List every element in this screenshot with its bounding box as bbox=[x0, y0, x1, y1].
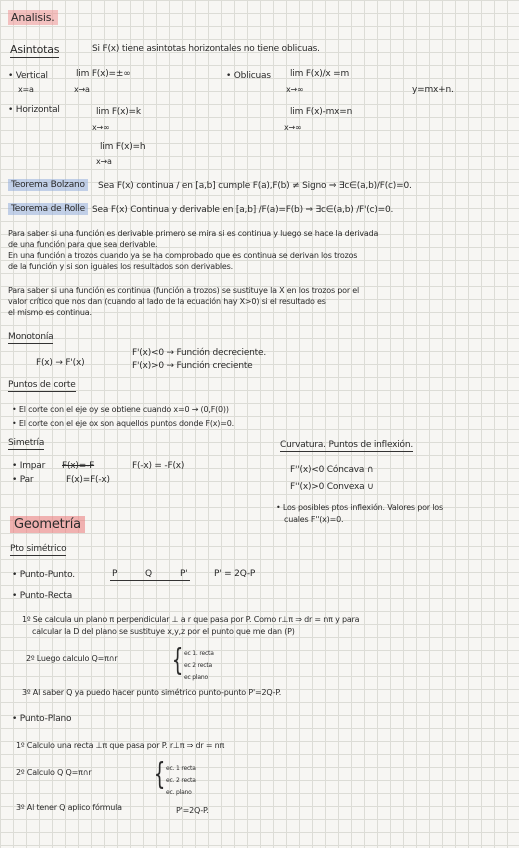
oblicua-lim2-sub: x→∞ bbox=[284, 123, 302, 132]
punto-plano-eq3: ec. plano bbox=[166, 789, 192, 796]
punto-plano-step2: 2º Calculo Q Q=π∩r bbox=[16, 768, 92, 777]
paragraph1-line: de la función y si son iguales los resultados son derivables. bbox=[8, 262, 233, 271]
bolzano-title: Teorema Bolzano bbox=[8, 181, 88, 190]
punto-plano-step3: 3º Al tener Q aplico fórmula bbox=[16, 803, 122, 812]
curvatura-title: Curvatura. Puntos de inflexión. bbox=[280, 440, 414, 450]
punto-punto-eq: P' = 2Q-P bbox=[214, 569, 256, 579]
punto-recta-brace: { bbox=[171, 643, 184, 678]
asintota-vertical-lim-sub: x→a bbox=[74, 85, 90, 94]
paragraph1-line: En una función a trozos cuando ya se ha comprobado que es continua se derivan los trozos bbox=[8, 251, 358, 260]
horizontal-lim1-sub: x→∞ bbox=[92, 123, 110, 132]
paragraph2-line: el mismo es continua. bbox=[8, 308, 92, 317]
horizontal-lim2: lim F(x)=h bbox=[100, 142, 146, 152]
asintota-horizontal-label: • Horizontal bbox=[8, 105, 60, 115]
section-title-geometria: Geometría bbox=[10, 518, 85, 531]
curvatura-inflexion-2: cuales F''(x)=0. bbox=[284, 515, 344, 524]
horizontal-lim1: lim F(x)=k bbox=[96, 107, 141, 117]
puntos-corte-ox: • El corte con el eje ox son aquellos puntos donde F(x)=0. bbox=[12, 419, 234, 428]
punto-q: Q bbox=[145, 569, 152, 579]
punto-recta-step2: 2º Luego calculo Q=π∩r bbox=[26, 654, 118, 663]
punto-recta-step1b: calcular la D del plano se sustituye x,y,z por el punto que me dan (P) bbox=[32, 627, 295, 636]
simetria-par-label: • Par bbox=[12, 475, 34, 485]
punto-recta-eq3: ec plano bbox=[184, 674, 208, 681]
pto-simetrico-title: Pto simétrico bbox=[10, 544, 67, 554]
punto-p-prima: P' bbox=[180, 569, 188, 579]
rolle-text: Sea F(x) Continua y derivable en [a,b] /F(a)=F(b) ⇒ ∃c∈(a,b) /F'(c)=0. bbox=[92, 205, 394, 215]
paragraph2-line: Para saber si una función es continua (función a trozos) se sustituye la X en los trozos por el bbox=[8, 286, 360, 295]
oblicua-lim1: lim F(x)/x =m bbox=[290, 69, 350, 79]
punto-plano-step3-eq: P'=2Q-P. bbox=[176, 806, 209, 815]
asintota-vertical-sub: x=a bbox=[18, 85, 34, 94]
punto-recta-step3: 3º Al saber Q ya puedo hacer punto simétrico punto-punto P'=2Q-P. bbox=[22, 688, 282, 697]
punto-p: P bbox=[112, 569, 118, 579]
punto-punto-segment bbox=[110, 580, 190, 581]
simetria-title: Simetría bbox=[8, 438, 45, 448]
punto-recta-eq2: ec 2 recta bbox=[184, 662, 212, 669]
asintota-vertical-lim: lim F(x)=±∞ bbox=[76, 69, 131, 79]
section-title-analisis: Analisis. bbox=[8, 12, 58, 23]
horizontal-lim2-sub: x→a bbox=[96, 157, 112, 166]
punto-recta-step1a: 1º Se calcula un plano π perpendicular ⊥ a r que pasa por P. Como r⊥π ⇒ dr = nπ y para bbox=[22, 615, 360, 624]
punto-punto-label: • Punto-Punto. bbox=[12, 570, 75, 580]
rolle-title: Teorema de Rolle bbox=[8, 205, 88, 214]
oblicua-lim1-sub: x→∞ bbox=[286, 85, 304, 94]
puntos-corte-title: Puntos de corte bbox=[8, 380, 76, 390]
curvatura-concava: F''(x)<0 Cóncava ∩ bbox=[290, 465, 374, 475]
simetria-impar-label: • Impar bbox=[12, 461, 46, 471]
oblicua-lim2: lim F(x)-mx=n bbox=[290, 107, 353, 117]
bolzano-text: Sea F(x) continua / en [a,b] cumple F(a),F(b) ≠ Signo ⇒ ∃c∈(a,b)/F(c)=0. bbox=[98, 181, 412, 191]
simetria-par-eq: F(x)=F(-x) bbox=[66, 475, 110, 485]
asintotas-title: Asintotas bbox=[10, 43, 60, 56]
punto-plano-eq1: ec. 1 recta bbox=[166, 765, 196, 772]
monotonia-decreciente: F'(x)<0 → Función decreciente. bbox=[132, 348, 266, 358]
punto-plano-brace: { bbox=[153, 757, 166, 792]
punto-recta-eq1: ec 1. recta bbox=[184, 650, 214, 657]
simetria-impar-struck: F(x)=-F bbox=[62, 461, 95, 471]
asintotas-intro: Si F(x) tiene asintotas horizontales no tiene oblicuas. bbox=[92, 44, 320, 54]
paragraph1-line: de una función para que sea derivable. bbox=[8, 240, 158, 249]
paragraph1-line: Para saber si una función es derivable primero se mira si es continua y luego se hace la derivada bbox=[8, 229, 379, 238]
oblicua-eq: y=mx+n. bbox=[412, 85, 454, 95]
curvatura-inflexion-1: • Los posibles ptos inflexión. Valores por los bbox=[276, 503, 443, 512]
punto-plano-label: • Punto-Plano bbox=[12, 714, 72, 724]
monotonia-creciente: F'(x)>0 → Función creciente bbox=[132, 361, 253, 371]
punto-plano-step1: 1º Calculo una recta ⊥π que pasa por P. r⊥π ⇒ dr = nπ bbox=[16, 741, 225, 750]
simetria-impar-eq: F(-x) = -F(x) bbox=[132, 461, 185, 471]
monotonia-title: Monotonía bbox=[8, 332, 54, 342]
monotonia-left: F(x) → F'(x) bbox=[36, 358, 85, 368]
punto-plano-eq2: ec. 2 recta bbox=[166, 777, 196, 784]
punto-recta-label: • Punto-Recta bbox=[12, 591, 73, 601]
paragraph2-line: valor crítico que nos dan (cuando al lado de la ecuación hay X>0) si el resultado es bbox=[8, 297, 326, 306]
puntos-corte-oy: • El corte con el eje oy se obtiene cuando x=0 → (0,F(0)) bbox=[12, 405, 229, 414]
curvatura-convexa: F''(x)>0 Convexa ∪ bbox=[290, 482, 374, 492]
asintota-vertical-label: • Vertical bbox=[8, 71, 48, 81]
asintota-oblicuas-label: • Oblicuas bbox=[226, 71, 271, 81]
